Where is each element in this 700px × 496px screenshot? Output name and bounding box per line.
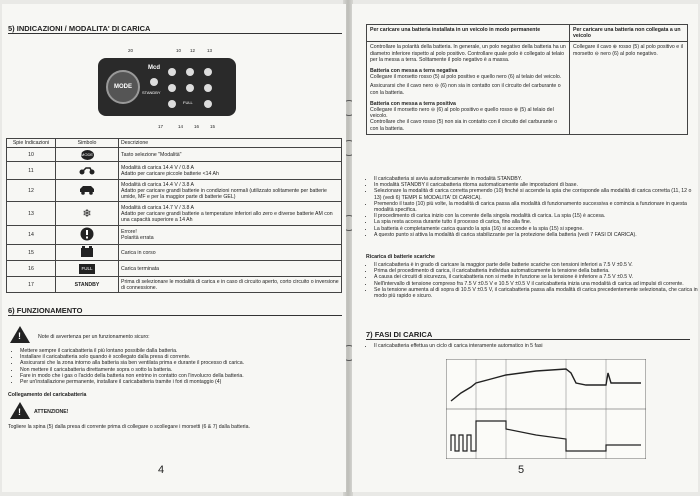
panel-callout-17: 17 xyxy=(158,124,164,129)
section7-title: 7) FASI DI CARICA xyxy=(366,330,690,340)
pos-ground-text: Collegare il morsetto nero ⊖ (6) al polo positivo e quello rosso ⊕ (5) al telaio del veicolo. xyxy=(370,107,554,120)
row-number: 11 xyxy=(7,162,56,180)
list-item: • Il procedimento di carica inizio con la corrente della singola modalità di carica. La spia (15) è accesa. xyxy=(374,213,698,219)
table-row xyxy=(7,261,342,277)
led-12 xyxy=(168,68,176,76)
row-number: 13 xyxy=(7,202,56,226)
table-header-row xyxy=(367,25,688,42)
table-row xyxy=(7,148,342,162)
table-header: Spie Indicazioni xyxy=(7,139,56,148)
row-number: 10 xyxy=(7,148,56,162)
table-row xyxy=(367,42,688,134)
moto-icon xyxy=(56,162,119,180)
row-description: Carica terminata xyxy=(119,261,342,277)
brand-logo: Mcd xyxy=(148,65,160,71)
table-row xyxy=(7,245,342,261)
right-page xyxy=(352,4,698,492)
standby-symbol: STANDBY xyxy=(56,277,119,293)
table-cell: Collegare il cavo ⊕ rosso (5) al polo positivo e il morsetto ⊖ nero (6) al polo negativo. xyxy=(570,42,688,134)
full-icon-label: FULL xyxy=(79,264,94,274)
mode-icon: MODE xyxy=(81,150,94,160)
left-page xyxy=(2,4,346,492)
charger-panel xyxy=(98,58,236,116)
list-item: • Il caricabatteria effettua un ciclo di carica interamente automatico in 5 fasi xyxy=(374,343,698,349)
attenzione-label: ATTENZIONE! xyxy=(34,409,69,415)
final-instruction: Togliere la spina (5) dalla presa di corrente prima di collegare o scollegare i morsetti (6 & 7) dalla batteria. xyxy=(8,424,250,430)
list-item: • La batteria è completamente carica quando la spia (16) si accende e la spia (15) si spegne. xyxy=(374,226,698,232)
row-description: Errore! Polarità errata xyxy=(119,226,342,245)
indicator-table xyxy=(6,138,342,293)
list-item: • In modalità STANDBY il caricabatteria ritorna automaticamente alle impostazioni di base. xyxy=(374,182,698,188)
neg-ground-title: Batteria con messa a terra negativa xyxy=(370,68,458,75)
operation-list xyxy=(364,176,698,238)
table-header: Per caricare una batteria installata in un veicolo in modo permanente xyxy=(367,25,570,42)
list-item: • A causa dei circuiti di sicurezza, il caricabatteria non si mette in funzione se la tensione è inferiore a 7.5 V ±0.5 V. xyxy=(374,274,698,280)
led-16 xyxy=(186,84,194,92)
list-item: • Nell'intervallo di tensione compreso fra 7.5 V ±0.5 V e 10.5 V ±0.5 V il caricabatteria inizia una modalità di carica ad impulsi di corrente. xyxy=(374,281,698,287)
list-item: • Il caricabatteria è in grado di caricare la maggior parte delle batterie scariche con tensioni inferiori a 7.5 V ±0.5 V. xyxy=(374,262,698,268)
led-11 xyxy=(168,84,176,92)
panel-callout-12: 12 xyxy=(190,48,196,53)
panel-callout-16: 16 xyxy=(194,124,200,129)
section5-title: 5) INDICAZIONI / MODALITA' DI CARICA xyxy=(8,24,342,34)
safety-list xyxy=(10,348,346,385)
panel-callout-13: 13 xyxy=(207,48,213,53)
list-item: • Per un'installazione permanente, installare il caricabatteria tramite i fori di montaggio (4) xyxy=(20,379,346,385)
page-number: 4 xyxy=(158,464,165,476)
row-description: Carica in corso xyxy=(119,245,342,261)
row-description: Prima di selezionare le modalità di carica e in caso di circuito aperto, corto circuito o inversione di connessione. xyxy=(119,277,342,293)
list-item: • A questo punto si attiva la modalità di carica stabilizzante per la protezione della batteria (vedi 7 FASI DI CARICA). xyxy=(374,232,698,238)
table-row xyxy=(7,180,342,202)
full-label: FULL xyxy=(183,100,193,105)
led-15 xyxy=(204,84,212,92)
collegamento-title: Collegamento del caricabatteria xyxy=(8,392,87,398)
list-item: • Selezionare la modalità di carica corretta premendo (10) finché si accende la spia che corrisponde alla modalità di carica corretta (11, 12 o 13) (vedi 6) TEMPI E MODALITA' DI CARICA). xyxy=(374,188,698,200)
list-item: • Se la tensione aumenta al di sopra di 10.5 V ±0.5 V, il caricabatteria passa alla modalità di carica precedentemente selezionata, che carica in modo più rapido e sicuro. xyxy=(374,287,698,299)
table-cell xyxy=(367,42,570,134)
list-item: • Non mettere il caricabatteria direttamente sopra o sotto la batteria. xyxy=(20,367,346,373)
led-18 xyxy=(204,100,212,108)
battery-icon xyxy=(56,245,119,261)
snowflake-icon: ❄ xyxy=(56,202,119,226)
led-13 xyxy=(186,68,194,76)
phases-intro xyxy=(364,343,698,349)
table-row xyxy=(7,202,342,226)
car-icon xyxy=(56,180,119,202)
row-number: 12 xyxy=(7,180,56,202)
connection-table xyxy=(366,24,688,135)
section6-title: 6) FUNZIONAMENTO xyxy=(8,306,342,316)
pos-ground-title: Batteria con messa a terra positiva xyxy=(370,100,456,107)
panel-callout-15: 15 xyxy=(210,124,216,129)
list-item: • Installare il caricabatteria solo quando è scollegato dalla presa di corrente. xyxy=(20,354,346,360)
panel-callout-14: 14 xyxy=(178,124,184,129)
led-10 xyxy=(150,78,158,86)
led-17 xyxy=(168,100,176,108)
table-header: Descrizione xyxy=(119,139,342,148)
pos-ground-text: Controllare che il cavo rosso (5) non sia in contatto con il circuito del carburante o con la batteria. xyxy=(370,119,558,132)
warning-triangle-icon: ! xyxy=(10,402,30,424)
standby-label: STANDBY xyxy=(142,90,161,95)
table-row xyxy=(7,162,342,180)
table-row xyxy=(7,277,342,293)
list-item: • Premendo il tasto (10) più volte, la modalità di carica passa alla modalità di funzionamento successiva e comincia a funzionare in questa modalità specifica. xyxy=(374,201,698,213)
list-item: • La spia resta accesa durante tutto il processo di carica, fino alla fine. xyxy=(374,219,698,225)
list-item: • Fare in modo che i gas o l'acido della batteria non entrino in contatto con l'involucro della batteria. xyxy=(20,373,346,379)
warning-note: Note di avvertenza per un funzionamento sicuro: xyxy=(38,334,150,340)
led-14 xyxy=(204,68,212,76)
row-number: 14 xyxy=(7,226,56,245)
row-description: Modalità di carica 14.7 V / 3.8 A Adatto per caricare grandi batterie a temperature inferiori allo zero e diverse batterie AM con una capacità superiore a 14 Ah xyxy=(119,202,342,226)
row-description: Modalità di carica 14.4 V / 3.8 A Adatto per caricare grandi batterie in condizioni normali (utilizzato solitamente per batterie umide, MF e per la maggior parte di batterie GEL) xyxy=(119,180,342,202)
warning-icon xyxy=(56,226,119,245)
list-item: • Prima del procedimento di carica, il caricabatteria individua automaticamente la tensione della batteria. xyxy=(374,268,698,274)
neg-ground-text: Collegare il morsetto rosso (5) al polo positivo e quello nero (6) al telaio del veicolo. xyxy=(370,74,562,81)
panel-callout-10: 10 xyxy=(176,48,182,53)
list-item: • Mettere sempre il caricabatteria il più lontano possibile dalla batteria. xyxy=(20,348,346,354)
discharged-list xyxy=(364,262,698,299)
row-description: Tasto selezione "Modalità" xyxy=(119,148,342,162)
row-number: 15 xyxy=(7,245,56,261)
table-header: Per caricare una batteria non collegata a un veicolo xyxy=(570,25,688,42)
mode-button[interactable]: MODE xyxy=(106,70,140,104)
row-number: 16 xyxy=(7,261,56,277)
ricarica-title: Ricarica di batterie scariche xyxy=(366,254,435,260)
full-icon xyxy=(56,261,119,277)
polarity-intro: Controllare la polarità della batteria. In generale, un polo negativo della batteria ha un diametro inferiore rispetto al polo positivo. Controllare quale polo è collegato al telaio per la messa a terra. Solitamente il polo negativo è a massa. xyxy=(370,44,566,63)
charge-phase-graph xyxy=(446,359,646,459)
mode-symbol xyxy=(56,148,119,162)
table-header: Simbolo xyxy=(56,139,119,148)
row-description: Modalità di carica 14.4 V / 0.8 A Adatto per caricare piccole batterie <14 Ah xyxy=(119,162,342,180)
neg-ground-text: Assicurarsi che il cavo nero ⊖ (6) non sia in contatto con il circuito del carburante o con la batteria. xyxy=(370,83,561,96)
warning-triangle-icon: ! xyxy=(10,326,30,348)
list-item: • Assicurarsi che la zona intorno alla batteria sia ben ventilata prima e durante il processo di carica. xyxy=(20,360,346,366)
panel-callout-20: 20 xyxy=(128,48,134,53)
table-header-row xyxy=(7,139,342,148)
list-item: • Il caricabatteria si avvia automaticamente in modalità STANDBY. xyxy=(374,176,698,182)
table-row xyxy=(7,226,342,245)
row-number: 17 xyxy=(7,277,56,293)
page-number: 5 xyxy=(518,464,525,476)
